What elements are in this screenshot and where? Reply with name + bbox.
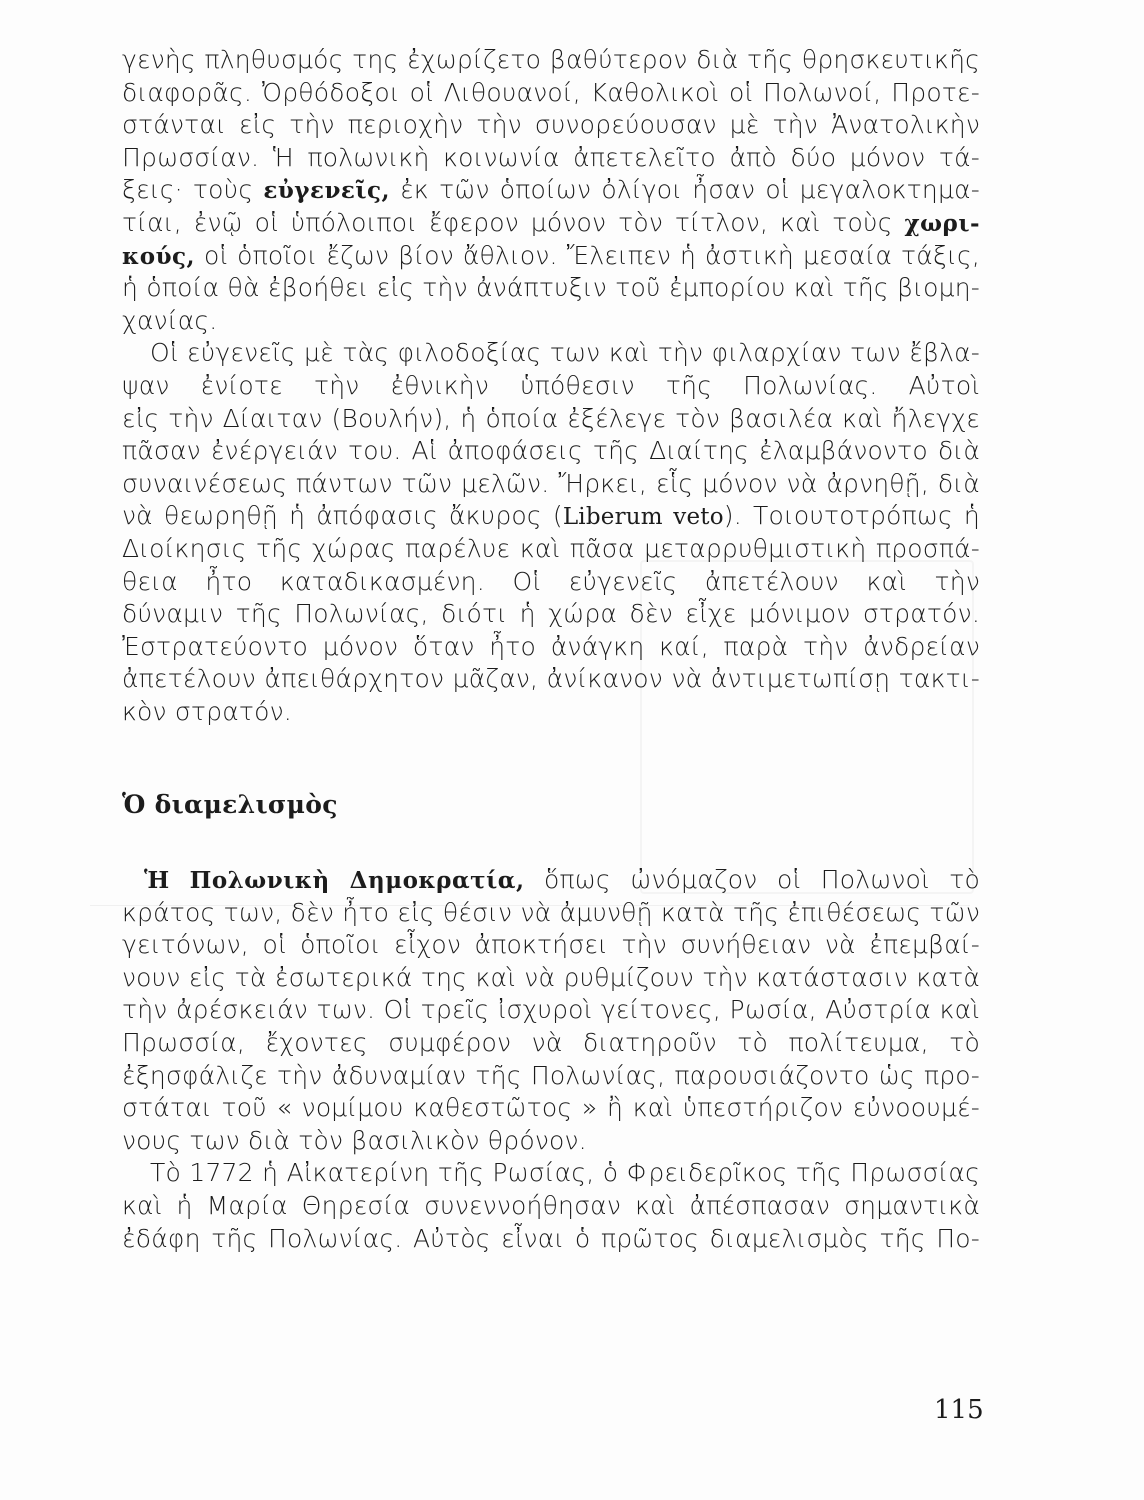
text-run: τίαι, ἐνῷ οἱ ὑπόλοιποι ἔφερον μόνον τὸν τίτλον, καὶ τοὺς [122,207,905,237]
page-number: 115 [934,1395,984,1425]
text-line: Ἐστρατεύοντο μόνον ὅταν ἦτο ἀνάγκη καί, παρὰ τὴν ἀνδρείαν [122,631,980,661]
body-text [122,44,980,1255]
text-line: κράτος των, δὲν ἦτο εἰς θέσιν νὰ ἀμυνθῇ κατὰ τῆς ἐπιθέσεως τῶν [122,897,980,927]
emphasis-peasants-cont: κούς, [122,242,196,270]
paragraph-4 [122,1157,980,1255]
text-line: θεια ἦτο καταδικασμένη. Οἱ εὐγενεῖς ἀπετέλουν καὶ τὴν [122,566,980,596]
text-run: ἐκ τῶν ὁποίων ὀλίγοι ἦσαν οἱ μεγαλοκτημα- [390,175,980,205]
text-line [122,240,980,273]
emphasis-peasants: χωρι- [904,209,980,237]
text-line: διαφορᾶς. Ὀρθόδοξοι οἱ Λιθουανοί, Καθολικοὶ οἱ Πολωνοί, Προτε- [122,77,980,107]
paragraph-1 [122,44,980,337]
text-line [122,864,980,897]
text-line: ἀπετέλουν ἀπειθάρχητον μᾶζαν, ἀνίκανον νὰ ἀντιμετωπίσῃ τακτι- [122,664,980,694]
text-line: νουν εἰς τὰ ἐσωτερικά της καὶ νὰ ρυθμίζουν τὴν κατάστασιν κατὰ [122,962,980,992]
paragraph-3 [122,864,980,1157]
text-line: γειτόνων, οἱ ὁποῖοι εἶχον ἀποκτήσει τὴν συνήθειαν νὰ ἐπεμβαί- [122,930,980,960]
emphasis-nobles: εὐγενεῖς, [263,177,391,205]
latin-term: Liberum veto [562,504,724,531]
text-line: κὸν στρατόν. [122,696,292,726]
text-line: πᾶσαν ἐνέργειάν του. Αἱ ἀποφάσεις τῆς Διαίτης ἐλαμβάνοντο διὰ [122,436,980,466]
text-line: συναινέσεως πάντων τῶν μελῶν. Ἤρκει, εἷς μόνον νὰ ἀρνηθῇ, διὰ [122,468,980,498]
text-line: χανίας. [122,305,218,335]
text-line: Πρωσσία, ἔχοντες συμφέρον νὰ διατηροῦν τὸ πολίτευμα, τὸ [122,1028,980,1058]
text-line: τὴν ἀρέσκειάν των. Οἱ τρεῖς ἰσχυροὶ γείτονες, Ρωσία, Αὐστρία καὶ [122,995,980,1025]
text-line [122,174,980,207]
text-line: ἐδάφη τῆς Πολωνίας. Αὐτὸς εἶναι ὁ πρῶτος διαμελισμὸς τῆς Πο- [122,1223,980,1253]
text-run: ὅπως ὠνόμαζον οἱ Πολωνοὶ τὸ [524,865,980,895]
text-line: ἡ ὁποία θὰ ἐβοήθει εἰς τὴν ἀνάπτυξιν τοῦ ἐμπορίου καὶ τῆς βιομη- [122,273,980,303]
text-run: ξεις· τοὺς [122,175,264,205]
text-line: ψαν ἐνίοτε τὴν ἐθνικὴν ὑπόθεσιν τῆς Πολωνίας. Αὐτοὶ [122,370,980,400]
text-run: οἱ ὁποῖοι ἔζων βίον ἄθλιον. Ἔλειπεν ἡ ἀστικὴ μεσαία τάξις, [195,240,980,270]
spacer [122,822,980,864]
text-line: Διοίκησις τῆς χώρας παρέλυε καὶ πᾶσα μεταρρυθμιστικὴ προσπά- [122,533,980,563]
text-line: στάται τοῦ « νομίμου καθεστῶτος » ἢ καὶ ὑπεστήριζον εὐνοουμέ- [122,1093,980,1123]
text-line [122,207,980,240]
text-run: ). Τοιουτοτρόπως ἡ [723,501,980,531]
section-heading: Ὁ διαμελισμὸς [122,790,338,820]
emphasis-polish-republic: Ἡ Πολωνικὴ Δημοκρατία, [144,867,525,895]
text-line: στάνται εἰς τὴν περιοχὴν τὴν συνορεύουσαν μὲ τὴν Ἀνατολικὴν [122,110,980,140]
spacer [122,728,980,789]
text-line: Τὸ 1772 ἡ Αἰκατερίνη τῆς Ρωσίας, ὁ Φρειδερῖκος τῆς Πρωσσίας [150,1158,980,1188]
text-line: νους των διὰ τὸν βασιλικὸν θρόνον. [122,1125,587,1155]
text-line: ἐξησφάλιζε τὴν ἀδυναμίαν τῆς Πολωνίας, παρουσιάζοντο ὡς προ- [122,1060,980,1090]
paragraph-2 [122,337,980,728]
text-line: Οἱ εὐγενεῖς μὲ τὰς φιλοδοξίας των καὶ τὴν φιλαρχίαν των ἔβλα- [150,338,980,368]
text-line: Πρωσσίαν. Ἡ πολωνικὴ κοινωνία ἀπετελεῖτο ἀπὸ δύο μόνον τά- [122,142,980,172]
text-line: εἰς τὴν Δίαιταν (Βουλήν), ἡ ὁποία ἐξέλεγε τὸν βασιλέα καὶ ἤλεγχε [122,403,980,433]
text-run: νὰ θεωρηθῇ ἡ ἀπόφασις ἄκυρος ( [122,501,563,531]
text-line: καὶ ἡ Μαρία Θηρεσία συνεννοήθησαν καὶ ἀπέσπασαν σημαντικὰ [122,1191,980,1220]
text-line: γενὴς πληθυσμός της ἐχωρίζετο βαθύτερον διὰ τῆς θρησκευτικῆς [122,45,980,74]
text-line [122,500,980,533]
text-line: δύναμιν τῆς Πολωνίας, διότι ἡ χώρα δὲν εἶχε μόνιμον στρατόν. [122,599,980,629]
